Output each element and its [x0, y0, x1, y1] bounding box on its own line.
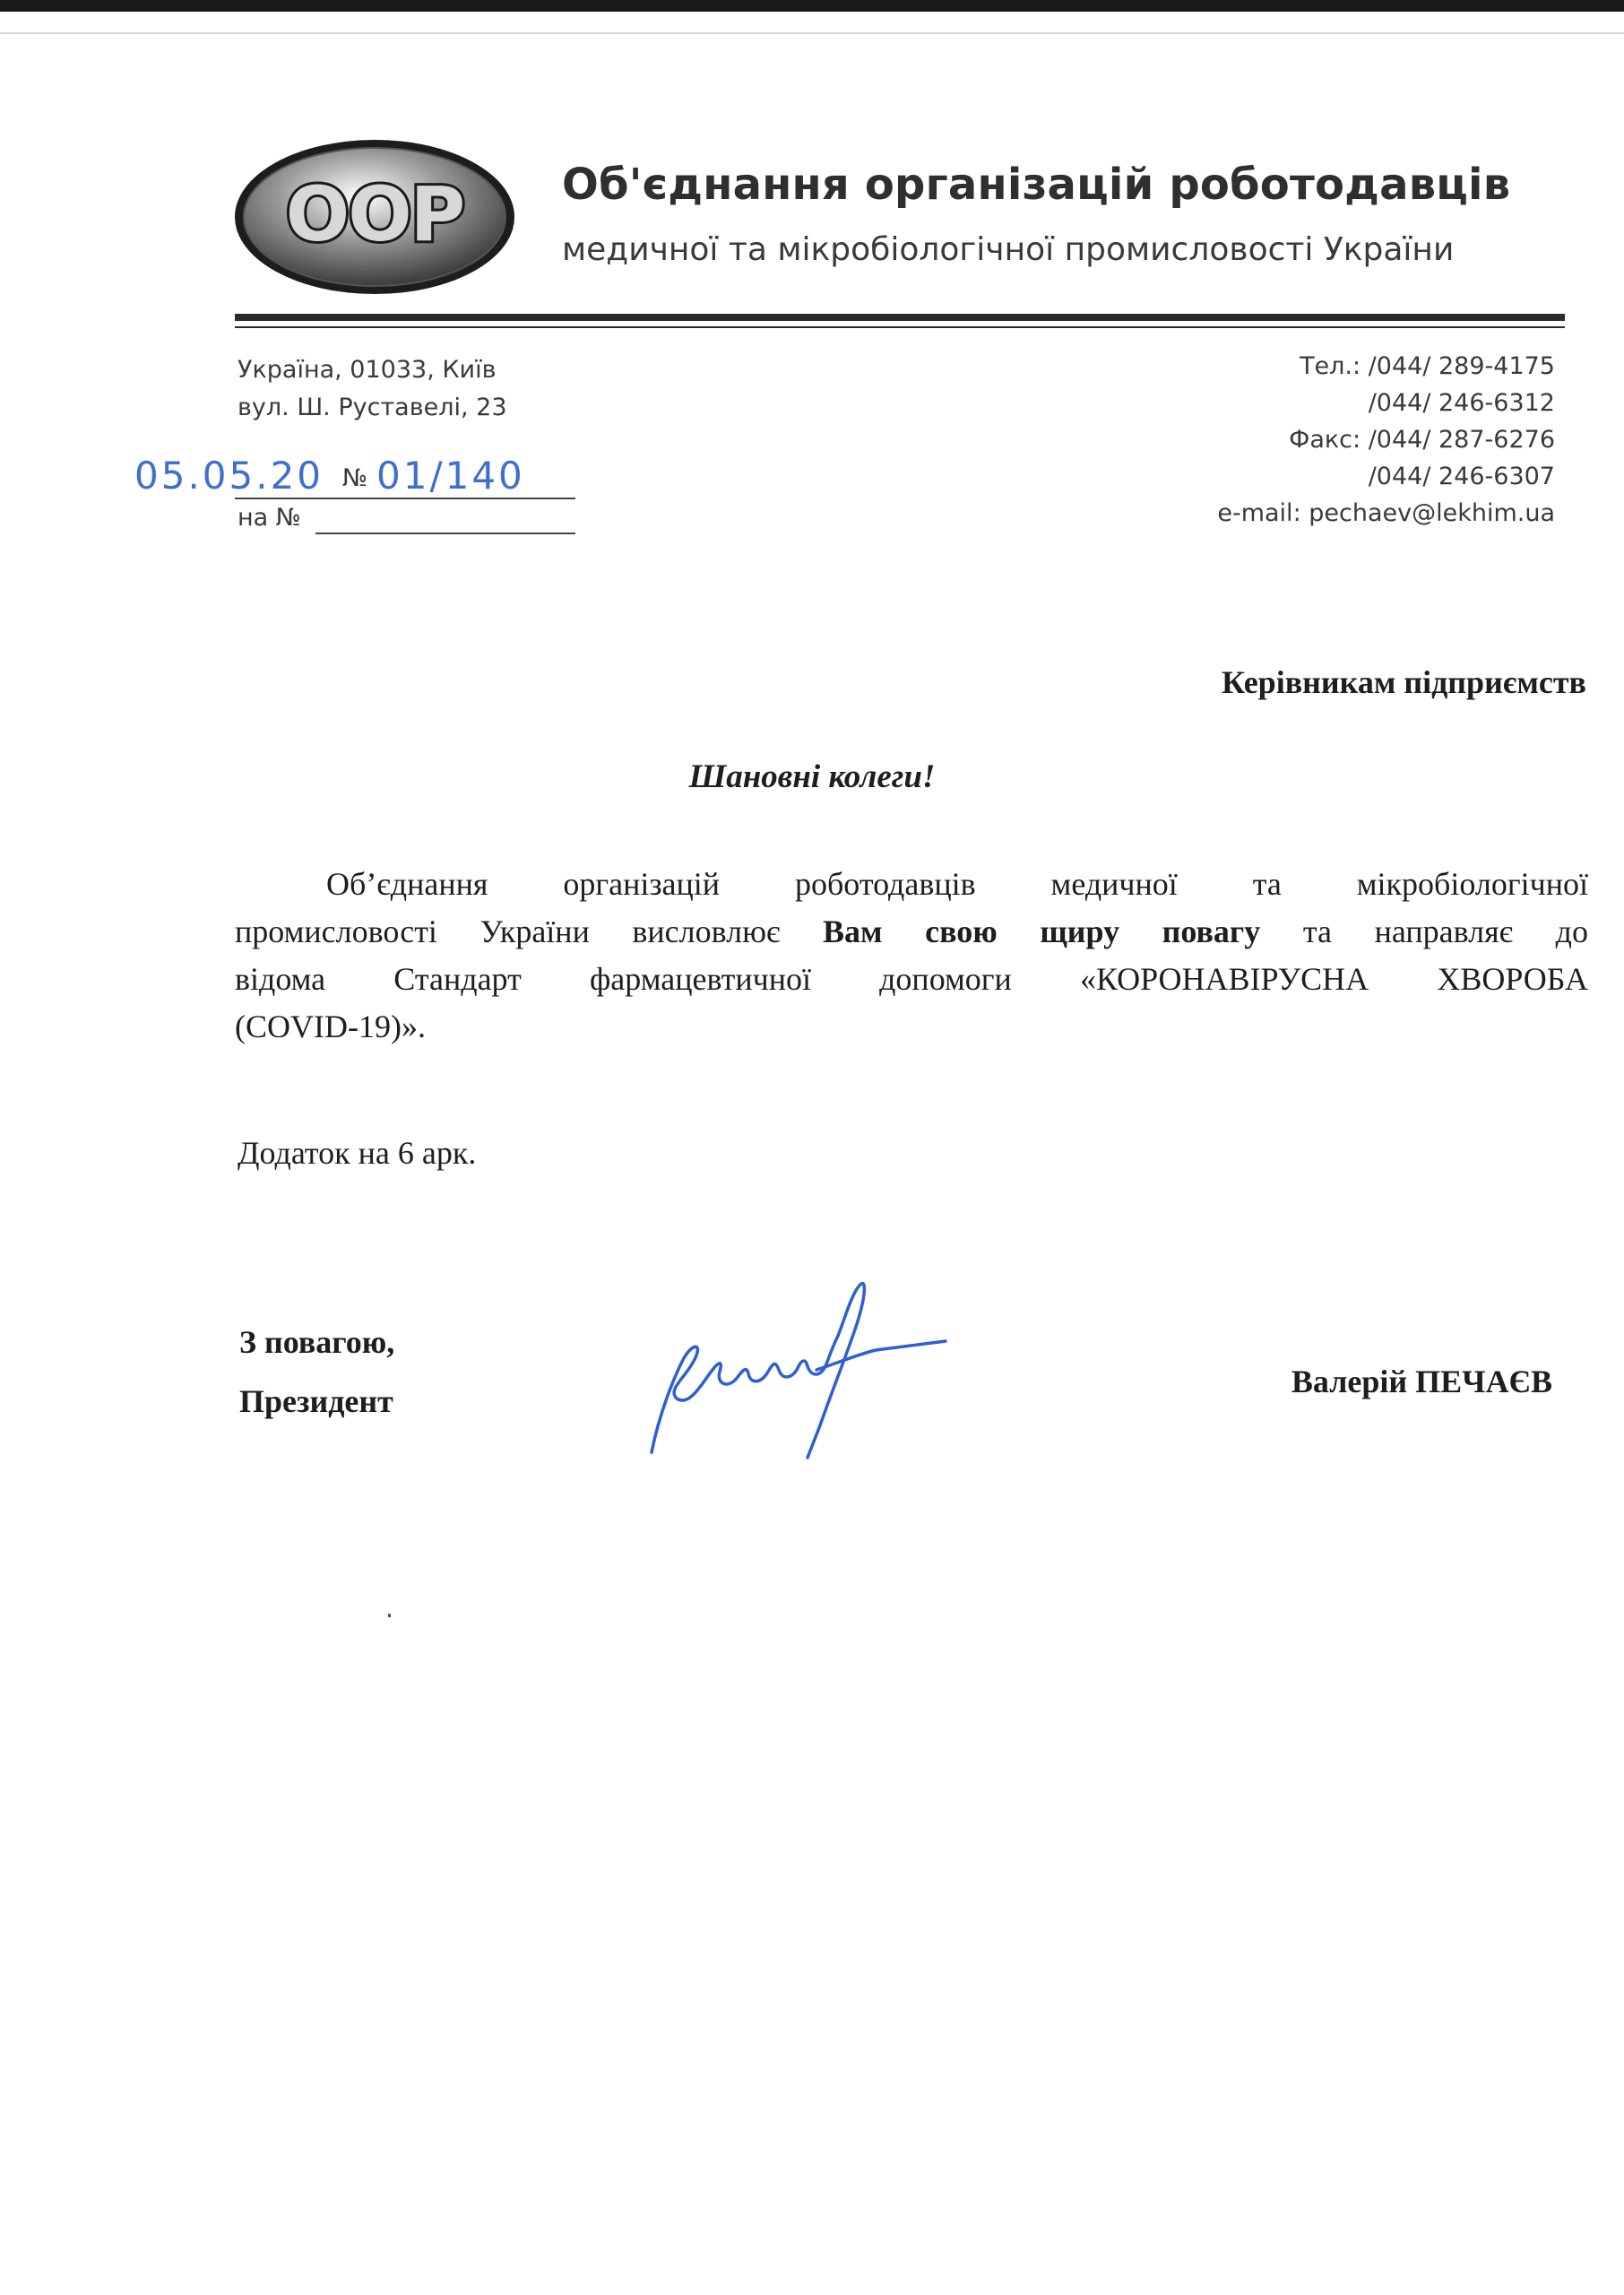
greeting: Шановні колеги!: [688, 758, 936, 795]
fax-1: Факс: /044/ 287-6276: [1289, 426, 1555, 454]
phone-2: /044/ 246-6312: [1368, 389, 1555, 417]
closing-regards: З повагою,: [239, 1324, 395, 1360]
contact-block: [1217, 348, 1555, 532]
address-line-2: вул. Ш. Руставелі, 23: [238, 394, 507, 421]
signer-name: Валерій ПЕЧАЄВ: [1291, 1364, 1552, 1399]
paragraph-text: промисловості України висловлює: [235, 914, 824, 949]
addressee: Керівникам підприємств: [1221, 664, 1586, 700]
email: e-mail: pechaev@lekhim.ua: [1217, 499, 1555, 527]
handwritten-number: 01/140: [376, 454, 525, 498]
header-rule-thick: [235, 314, 1565, 321]
paragraph-line-2: [235, 913, 1588, 950]
scan-artifact-line: [0, 32, 1624, 34]
number-label: №: [342, 464, 368, 492]
handwritten-date: 05.05.20: [134, 454, 324, 498]
header-rule-thin: [235, 326, 1565, 328]
address-line-1: Україна, 01033, Київ: [238, 356, 497, 384]
handwritten-signature: [641, 1273, 963, 1470]
scan-top-edge: [0, 0, 1624, 12]
paragraph-emphasis: Вам свою щиру повагу: [823, 914, 1261, 949]
appendix-note: Додаток на 6 арк.: [238, 1135, 477, 1171]
fax-2: /044/ 246-6307: [1368, 463, 1555, 490]
paragraph-line-1: Об’єднання організацій роботодавців медичної та мікробіологічної: [326, 866, 1588, 902]
closing-title: Президент: [239, 1383, 393, 1419]
paragraph-line-3: відома Стандарт фармацевтичної допомоги «КОРОНАВІРУСНА ХВОРОБА: [235, 961, 1588, 997]
number-underline: [235, 498, 575, 499]
org-subtitle: медичної та мікробіологічної промисловості України: [562, 231, 1455, 268]
paragraph-line-4: (COVID-19)».: [235, 1009, 426, 1044]
logo-text: OOP: [285, 170, 464, 258]
oop-logo: [231, 136, 518, 298]
org-name: Об'єднання організацій роботодавців: [562, 160, 1511, 210]
phone-1: Тел.: /044/ 289-4175: [1300, 352, 1555, 380]
reply-number-label: на №: [238, 504, 301, 532]
scan-speck: [388, 1614, 391, 1617]
paragraph-text: та направляє до: [1260, 914, 1588, 949]
reply-number-underline: [315, 533, 575, 534]
